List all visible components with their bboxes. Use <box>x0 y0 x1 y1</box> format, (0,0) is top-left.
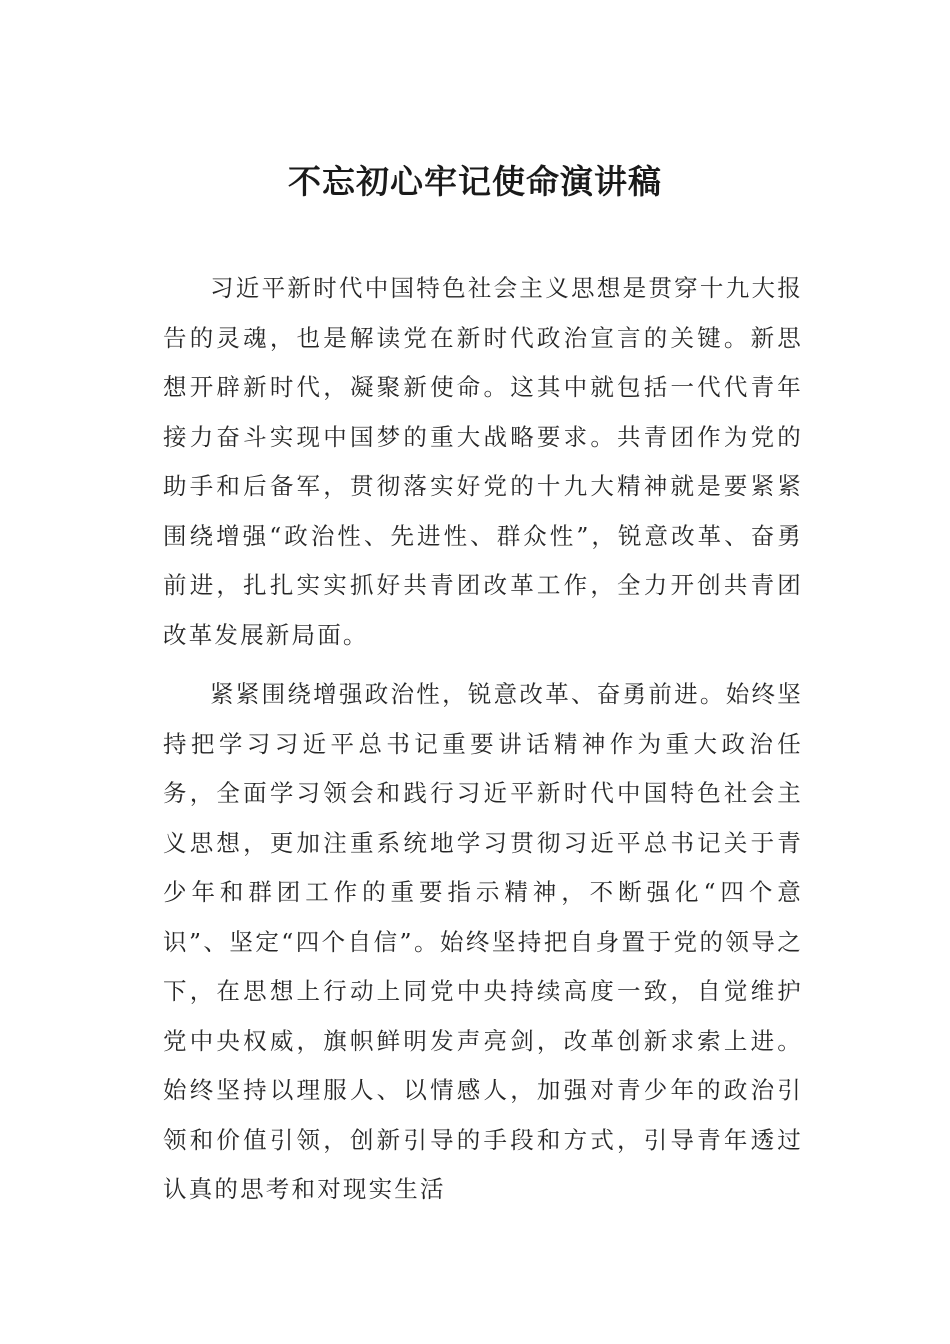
paragraph-1: 习近平新时代中国特色社会主义思想是贯穿十九大报告的灵魂，也是解读党在新时代政治宣言的关键。新思想开辟新时代，凝聚新使命。这其中就包括一代代青年接力奋斗实现中国梦的重大战略要求。共青团作为党的助手和后备军，贯彻落实好党的十九大精神就是要紧紧围绕增强“政治性、先进性、群众性”，锐意改革、奋勇前进，扎扎实实抓好共青团改革工作，全力开创共青团改革发展新局面。 <box>163 274 803 649</box>
paragraph-2: 紧紧围绕增强政治性，锐意改革、奋勇前进。始终坚持把学习习近平总书记重要讲话精神作为重大政治任务，全面学习领会和践行习近平新时代中国特色社会主义思想，更加注重系统地学习贯彻习近平总书记关于青少年和群团工作的重要指示精神，不断强化“四个意识”、坚定“四个自信”。始终坚持把自身置于党的领导之下，在思想上行动上同党中央持续高度一致，自觉维护党中央权威，旗帜鲜明发声亮剑，改革创新求索上进。始终坚持以理服人、以情感人，加强对青少年的政治引领和价值引领，创新引导的手段和方式，引导青年透过认真的思考和对现实生活 <box>163 680 803 1203</box>
document-title: 不忘初心牢记使命演讲稿 <box>288 162 662 202</box>
document-body <box>163 264 803 1215</box>
